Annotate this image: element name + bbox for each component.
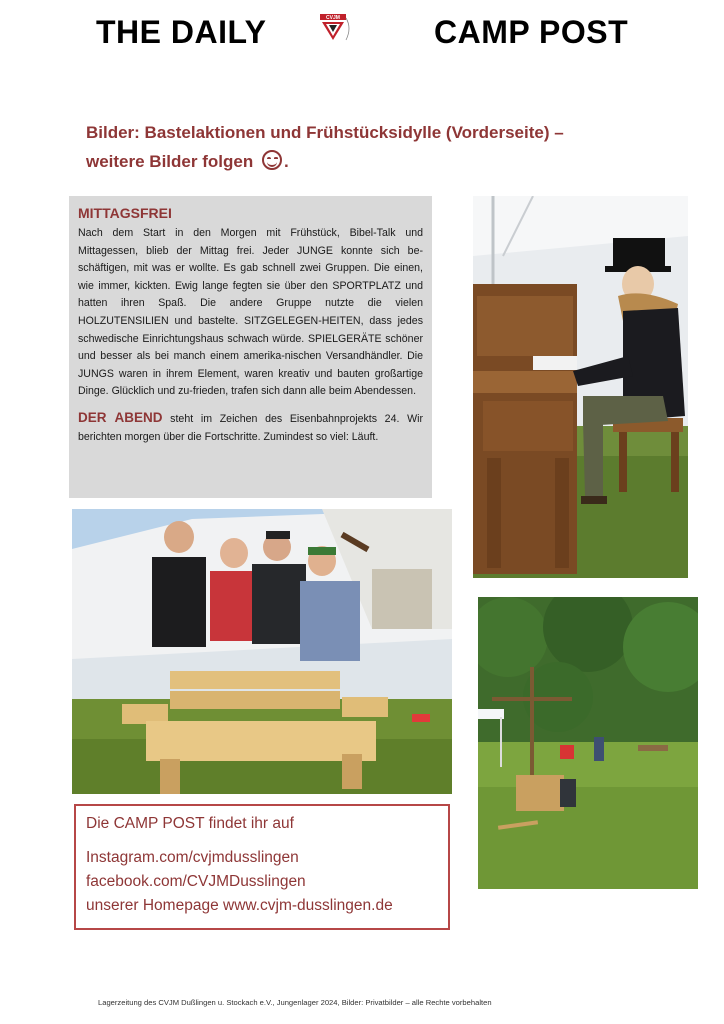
headline-line-1: Bilder: Bastelaktionen und Frühstücksidylle (Vorderseite) – xyxy=(86,123,564,142)
photo-camp-field xyxy=(478,597,698,889)
headline-line-2: weitere Bilder folgen xyxy=(86,152,254,171)
photo-boys-bench xyxy=(72,509,452,794)
photo-piano-player xyxy=(473,196,688,578)
homepage-link[interactable]: unserer Homepage www.cvjm-dusslingen.de xyxy=(86,897,393,914)
article-heading: MITTAGSFREI xyxy=(78,205,172,221)
svg-text:CVJM: CVJM xyxy=(326,15,340,21)
article-evening-lead: DER ABEND xyxy=(78,409,163,425)
cvjm-logo xyxy=(316,12,354,44)
facebook-link[interactable]: facebook.com/CVJMDusslingen xyxy=(86,873,306,890)
article-body: Nach dem Start in den Morgen mit Frühstück, Bibel-Talk und Mittagessen, blieb der Mittag frei. Jeder JUNGE konnte sich be-schäftigen, mit was er wollte. Es gab schnell zwei Gruppen. Die einen, wie immer, kickten. Ewig lange fegten sie über den SPORTPLATZ und hatten ihren Spaß. Die andere Gruppe nutzte die vielen HOLZUTENSILIEN und bastelte. SITZGELEGEN-HEITEN, dass jedes schwedische Einrichtungshaus schwach würde. SPIELGERÄTE schöner und besser als bei manch einem amerika-nischen Versandhändler. Die JUNGS waren in ihrem Element, waren kreativ und bauten großartige Dinge. Glücklich und zu-frieden, trafen sich dann alle beim Abendessen. xyxy=(78,227,423,398)
contact-box xyxy=(74,804,450,930)
article-evening xyxy=(78,409,423,446)
masthead-right-title: CAMP POST xyxy=(434,14,629,50)
headline xyxy=(86,118,606,176)
instagram-link[interactable]: Instagram.com/cvjmdusslingen xyxy=(86,849,299,866)
footer-credits: Lagerzeitung des CVJM Dußlingen u. Stockach e.V., Jungenlager 2024, Bilder: Privatbilder – alle Rechte vorbehalten xyxy=(98,998,492,1007)
masthead-left-title: THE DAILY xyxy=(96,14,267,50)
article-box xyxy=(69,196,432,498)
smiling-face-icon xyxy=(262,150,282,170)
article-evening-text: steht im Zeichen des Eisenbahnprojekts 24. Wir berichten morgen über die Fortschritte. Zumindest so viel: Läuft. xyxy=(78,412,423,443)
headline-line-2-end: . xyxy=(283,152,289,171)
contact-title: Die CAMP POST findet ihr auf xyxy=(86,815,294,832)
